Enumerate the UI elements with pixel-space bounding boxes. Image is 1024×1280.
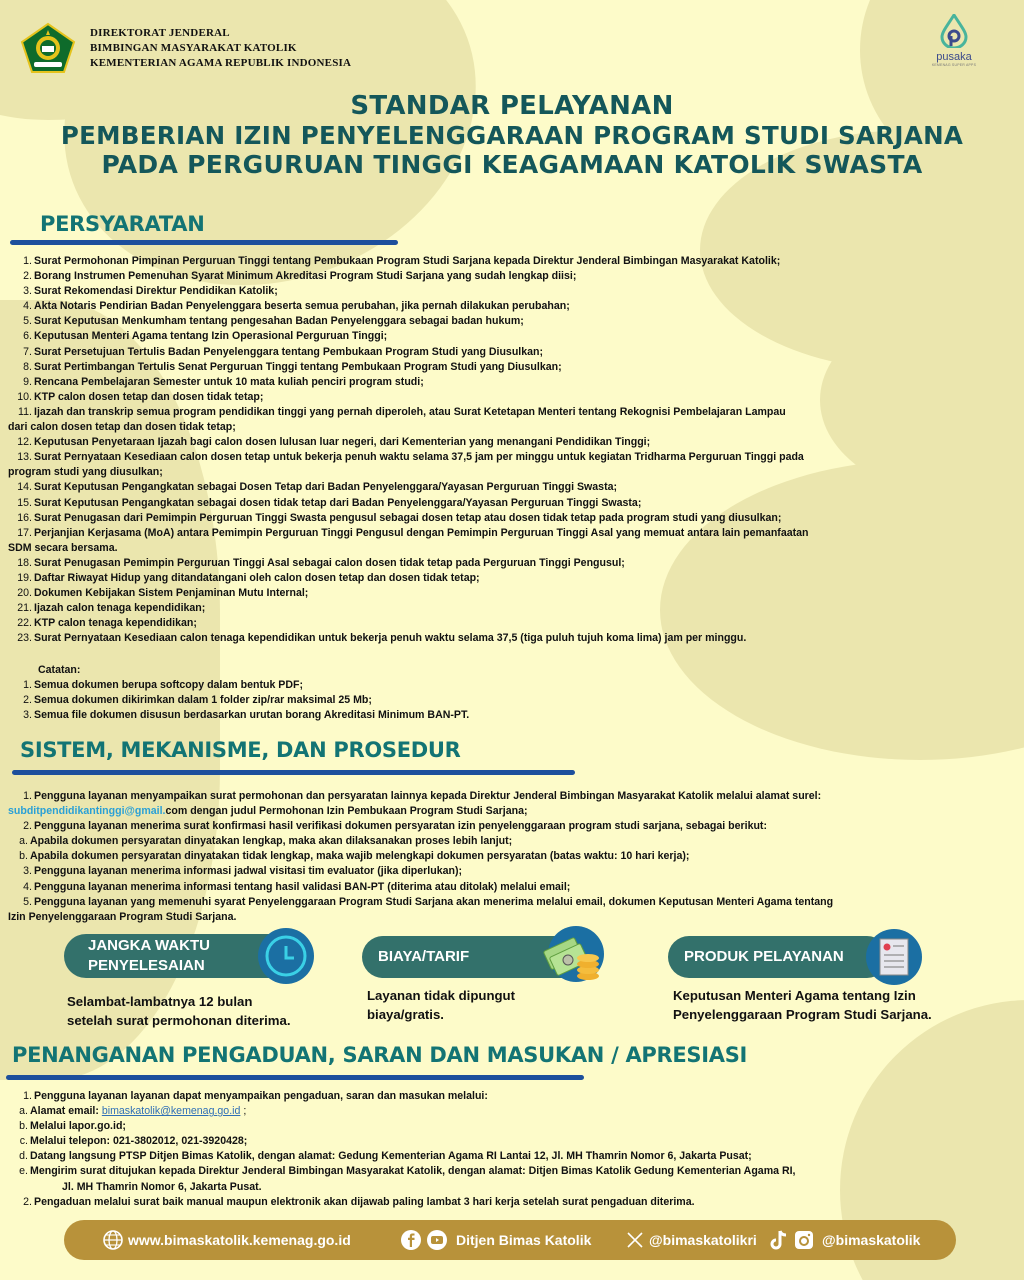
item-text: Melalui lapor.go.id; bbox=[30, 1120, 126, 1133]
pusaka-logo bbox=[924, 14, 984, 67]
procedure-item bbox=[8, 864, 1008, 879]
requirement-item-cont bbox=[8, 465, 1008, 480]
pusaka-tagline: KEMENAG SUPER APPS bbox=[931, 63, 977, 67]
item-text: Ijazah calon tenaga kependidikan; bbox=[34, 602, 206, 615]
item-text: Melalui telepon: 021-3802012, 021-3920428; bbox=[30, 1135, 248, 1148]
procedure-item-cont bbox=[8, 910, 1008, 925]
note-item bbox=[8, 708, 908, 723]
item-number: 7. bbox=[23, 345, 32, 358]
item-number: 12. bbox=[17, 436, 32, 449]
item-text: program studi yang diusulkan; bbox=[8, 466, 163, 479]
heading-underline bbox=[6, 1075, 584, 1080]
requirement-item bbox=[8, 284, 1008, 299]
notes-label: Catatan: bbox=[38, 664, 81, 676]
item-number: b. bbox=[19, 850, 28, 863]
section-heading-prosedur: SISTEM, MEKANISME, DAN PROSEDUR bbox=[20, 738, 461, 762]
item-text: Apabila dokumen persyaratan dinyatakan tidak lengkap, maka wajib melengkapi dokumen persyaratan (batas waktu: 10 hari kerja); bbox=[30, 850, 690, 863]
item-text: Semua dokumen berupa softcopy dalam bentuk PDF; bbox=[34, 679, 304, 691]
requirement-item bbox=[8, 601, 1008, 616]
procedure-subitem bbox=[8, 834, 1008, 849]
complaint-subitem bbox=[8, 1164, 1008, 1179]
item-text: Surat Keputusan Pengangkatan sebagai Dosen Tetap dari Badan Penyelenggara/Yayasan Perguruan Tinggi Swasta; bbox=[34, 481, 618, 494]
pusaka-name: pusaka bbox=[936, 51, 972, 63]
item-text: Pengguna layanan layanan dapat menyampaikan pengaduan, saran dan masukan melalui: bbox=[34, 1090, 488, 1102]
heading-underline bbox=[12, 770, 575, 775]
title-line: STANDAR PELAYANAN bbox=[350, 91, 674, 121]
item-number: 14. bbox=[17, 481, 32, 494]
box-title: JANGKA WAKTU bbox=[88, 937, 210, 954]
item-text: Jl. MH Thamrin Nomor 6, Jakarta Pusat. bbox=[62, 1180, 262, 1193]
procedure-subitem bbox=[8, 849, 1008, 864]
item-text: Surat Pernyataan Kesediaan calon dosen tetap untuk bekerja penuh waktu selama 37,5 jam per minggu untuk kegiatan Tridharma Perguruan Tinggi pada bbox=[34, 451, 804, 464]
fee-pill: BIAYA/TARIF bbox=[362, 936, 582, 978]
org-line: KEMENTERIAN AGAMA REPUBLIK INDONESIA bbox=[90, 56, 352, 69]
procedure-item bbox=[8, 880, 1008, 895]
item-text: SDM secara bersama. bbox=[8, 541, 118, 554]
item-text: Pengaduan melalui surat baik manual maupun elektronik akan dijawab paling lambat 3 hari kerja setelah surat pengaduan diterima. bbox=[34, 1195, 695, 1208]
item-number: 2. bbox=[23, 820, 32, 833]
item-text: Mengirim surat ditujukan kepada Direktur Jenderal Bimbingan Masyarakat Katolik, dengan alamat: Ditjen Bimas Katolik Gedung Kementerian Agama RI, bbox=[30, 1165, 796, 1178]
requirements-list bbox=[8, 254, 1008, 646]
item-number: 19. bbox=[17, 571, 32, 584]
requirement-item bbox=[8, 496, 1008, 511]
section-heading-persyaratan: PERSYARATAN bbox=[40, 212, 205, 236]
requirement-item bbox=[8, 511, 1008, 526]
item-number: 5. bbox=[23, 315, 32, 328]
org-line: BIMBINGAN MASYARAKAT KATOLIK bbox=[90, 41, 297, 54]
procedure-item bbox=[8, 895, 1008, 910]
item-number: 1. bbox=[23, 1090, 32, 1102]
item-number: 13. bbox=[17, 451, 32, 464]
item-number: 22. bbox=[17, 617, 32, 630]
complaint-subitem bbox=[8, 1104, 1008, 1119]
title-line: PEMBERIAN IZIN PENYELENGGARAAN PROGRAM STUDI SARJANA bbox=[60, 121, 964, 150]
procedure-item bbox=[8, 789, 1008, 804]
x-icon bbox=[625, 1230, 645, 1250]
product-text bbox=[673, 986, 932, 1024]
requirement-item bbox=[8, 616, 1008, 631]
item-text: Pengguna layanan menyampaikan surat permohonan dan persyaratan lainnya kepada Direktur Jenderal Bimbingan Masyarakat Katolik melalui alamat surel: bbox=[34, 790, 822, 802]
item-text: Dokumen Kebijakan Sistem Penjaminan Mutu Internal; bbox=[34, 587, 309, 600]
item-text: Surat Penugasan Pemimpin Perguruan Tinggi Asal sebagai calon dosen tidak tetap pada Perguruan Tinggi Pengusul; bbox=[34, 556, 625, 569]
website-text: www.bimaskatolik.kemenag.go.id bbox=[128, 1232, 351, 1248]
requirement-item-cont bbox=[8, 420, 1008, 435]
item-number: a. bbox=[19, 1105, 28, 1118]
complaint-subitem bbox=[8, 1149, 1008, 1164]
requirement-item bbox=[8, 571, 1008, 586]
item-text: Keputusan Menteri Agama tentang Izin Operasional Perguruan Tinggi; bbox=[34, 330, 388, 343]
item-text: Keputusan Penyetaraan Ijazah bagi calon dosen lulusan luar negeri, dari Kementerian yang menangani Pendidikan Tinggi; bbox=[34, 436, 651, 449]
requirement-item bbox=[8, 526, 1008, 541]
document-icon bbox=[866, 929, 922, 985]
facebook-youtube-text: Ditjen Bimas Katolik bbox=[456, 1232, 592, 1248]
complaint-subitem bbox=[8, 1119, 1008, 1134]
requirement-item bbox=[8, 390, 1008, 405]
facebook-icon bbox=[400, 1229, 422, 1251]
item-text: Semua file dokumen disusun berdasarkan urutan borang Akreditasi Minimum BAN-PT. bbox=[34, 709, 470, 722]
item-number: 18. bbox=[17, 556, 32, 569]
item-text: Surat Rekomendasi Direktur Pendidikan Katolik; bbox=[34, 285, 278, 298]
procedure-item-cont bbox=[8, 804, 1008, 819]
requirement-item bbox=[8, 480, 1008, 495]
requirement-item bbox=[8, 450, 1008, 465]
requirement-item bbox=[8, 299, 1008, 314]
item-text: Perjanjian Kerjasama (MoA) antara Pemimpin Perguruan Tinggi Pengusul dengan Pemimpin Perguruan Tinggi Asal yang memuat antara lain pemanfaatan bbox=[34, 526, 809, 539]
box-text-line: setelah surat permohonan diterima. bbox=[67, 1013, 291, 1028]
youtube-icon bbox=[426, 1229, 448, 1251]
requirement-item bbox=[8, 360, 1008, 375]
item-number: 17. bbox=[17, 526, 32, 539]
item-text: Surat Keputusan Menkumham tentang pengesahan Badan Penyelenggara sebagai badan hukum; bbox=[34, 315, 524, 328]
box-text-line: Layanan tidak dipungut bbox=[367, 988, 515, 1003]
item-text: Rencana Pembelajaran Semester untuk 10 mata kuliah penciri program studi; bbox=[34, 375, 424, 388]
item-text: Datang langsung PTSP Ditjen Bimas Katolik, dengan alamat: Gedung Kementerian Agama RI Lantai 12, Jl. MH Thamrin Nomor 6, Jakarta Pusat; bbox=[30, 1150, 752, 1163]
globe-icon bbox=[102, 1229, 124, 1251]
complaint-list bbox=[8, 1089, 1008, 1210]
item-text: Borang Instrumen Pemenuhan Syarat Minimum Akreditasi Program Studi Sarjana yang sudah lengkap diisi; bbox=[34, 270, 577, 283]
requirement-item bbox=[8, 375, 1008, 390]
item-number: e. bbox=[19, 1165, 28, 1178]
item-number: 21. bbox=[17, 602, 32, 615]
header bbox=[20, 22, 351, 74]
org-line: DIREKTORAT JENDERAL bbox=[90, 26, 230, 39]
item-number: 23. bbox=[17, 632, 32, 645]
item-number: 9. bbox=[23, 375, 32, 388]
footer-x[interactable] bbox=[625, 1220, 757, 1260]
box-text-line: Penyelenggaraan Program Studi Sarjana. bbox=[673, 1007, 932, 1022]
item-text: Pengguna layanan yang memenuhi syarat Penyelenggaraan Program Studi Sarjana akan menerima melalui email, dokumen Keputusan Menteri Agama tentang bbox=[34, 895, 834, 908]
requirement-item bbox=[8, 631, 1008, 646]
box-text-line: biaya/gratis. bbox=[367, 1007, 444, 1022]
requirement-item bbox=[8, 314, 1008, 329]
title-line: PADA PERGURUAN TINGGI KEAGAMAAN KATOLIK SWASTA bbox=[101, 150, 923, 179]
item-text: KTP calon tenaga kependidikan; bbox=[34, 617, 197, 630]
item-number: a. bbox=[19, 835, 28, 848]
item-number: 1. bbox=[23, 679, 32, 691]
item-number: 2. bbox=[23, 1195, 32, 1208]
requirement-item bbox=[8, 345, 1008, 360]
complaint-item bbox=[8, 1089, 1008, 1104]
item-number: 3. bbox=[23, 285, 32, 298]
note-item bbox=[8, 678, 908, 693]
tiktok-instagram-text: @bimaskatolik bbox=[822, 1232, 921, 1248]
complaint-subitem-cont bbox=[8, 1180, 1008, 1195]
kemenag-logo-icon bbox=[20, 22, 76, 74]
org-name bbox=[90, 26, 351, 71]
item-number: 4. bbox=[23, 300, 32, 313]
requirement-item bbox=[8, 435, 1008, 450]
item-text: Pengguna layanan menerima informasi jadwal visitasi tim evaluator (jika diperlukan); bbox=[34, 865, 463, 878]
item-text: Daftar Riwayat Hidup yang ditandatangani oleh calon dosen tetap dan dosen tidak tetap; bbox=[34, 571, 480, 584]
item-number: 1. bbox=[23, 790, 32, 802]
box-title: PENYELESAIAN bbox=[88, 957, 205, 974]
item-number: 4. bbox=[23, 880, 32, 893]
requirement-item bbox=[8, 254, 1008, 269]
item-text: KTP calon dosen tetap dan dosen tidak tetap; bbox=[34, 390, 264, 403]
item-number: 2. bbox=[23, 694, 32, 707]
fee-text bbox=[367, 986, 515, 1024]
email-link[interactable]: bimaskatolik@kemenag.go.id bbox=[101, 1105, 241, 1118]
pusaka-drop-icon bbox=[939, 14, 969, 48]
item-number: 3. bbox=[23, 865, 32, 878]
box-text-line: Keputusan Menteri Agama tentang Izin bbox=[673, 988, 916, 1003]
item-text: Izin Penyelenggaraan Program Studi Sarjana. bbox=[8, 910, 237, 923]
item-text: Pengguna layanan menerima informasi tentang hasil validasi BAN-PT (diterima atau ditolak) melalui email; bbox=[34, 880, 571, 893]
item-number: 8. bbox=[23, 360, 32, 373]
item-text: Pengguna layanan menerima surat konfirmasi hasil verifikasi dokumen persyaratan izin penyelenggaraan program studi sarjana, sebagai berikut: bbox=[34, 820, 767, 833]
item-number: 3. bbox=[23, 709, 32, 722]
section-heading-pengaduan: PENANGANAN PENGADUAN, SARAN DAN MASUKAN / APRESIASI bbox=[12, 1043, 748, 1067]
item-text: Semua dokumen dikirimkan dalam 1 folder zip/rar maksimal 25 Mb; bbox=[34, 694, 372, 707]
item-number: 1. bbox=[23, 255, 32, 267]
item-number: d. bbox=[19, 1150, 28, 1163]
complaint-item bbox=[8, 1195, 1008, 1210]
email-link[interactable]: subditpendidikantinggi@gmail. bbox=[8, 805, 166, 818]
product-pill: PRODUK PELAYANAN bbox=[668, 936, 888, 978]
requirement-item bbox=[8, 405, 1008, 420]
clock-icon bbox=[258, 928, 314, 984]
notes-list bbox=[8, 678, 908, 723]
tiktok-icon bbox=[770, 1229, 790, 1251]
duration-text bbox=[67, 992, 291, 1030]
footer-facebook-youtube[interactable] bbox=[400, 1220, 591, 1260]
footer-bar bbox=[64, 1220, 956, 1260]
item-text: Surat Penugasan dari Pemimpin Perguruan Tinggi Swasta pengusul sebagai dosen tetap atau dosen tidak tetap pada program studi yang diusulkan; bbox=[34, 511, 782, 524]
instagram-icon bbox=[794, 1230, 814, 1250]
x-text: @bimaskatolikri bbox=[649, 1232, 757, 1248]
item-number: 16. bbox=[17, 511, 32, 524]
item-number: b. bbox=[19, 1120, 28, 1133]
requirement-item bbox=[8, 556, 1008, 571]
procedure-list bbox=[8, 789, 1008, 925]
item-text: Ijazah dan transkrip semua program pendidikan tinggi yang pernah diperoleh, atau Surat Ketetapan Menteri tentang Rekognisi Pembelajaran Lampau bbox=[34, 405, 786, 418]
item-number: 5. bbox=[23, 895, 32, 908]
item-text: Surat Permohonan Pimpinan Perguruan Tinggi tentang Pembukaan Program Studi Sarjana kepada Direktur Jenderal Bimbingan Masyarakat Katolik; bbox=[34, 255, 781, 267]
footer-tiktok-instagram[interactable] bbox=[770, 1220, 920, 1260]
requirement-item bbox=[8, 329, 1008, 344]
item-text: Surat Persetujuan Tertulis Badan Penyelenggara tentang Pembukaan Program Studi yang Diusulkan; bbox=[34, 345, 544, 358]
item-text: Surat Pernyataan Kesediaan calon tenaga kependidikan untuk bekerja penuh waktu selama 37,5 (tiga puluh tujuh koma lima) jam per minggu. bbox=[34, 632, 747, 645]
requirement-item-cont bbox=[8, 541, 1008, 556]
item-text: Surat Keputusan Pengangkatan sebagai dosen tidak tetap dari Badan Penyelenggara/Yayasan Perguruan Tinggi Swasta; bbox=[34, 496, 642, 509]
item-text: Surat Pertimbangan Tertulis Senat Perguruan Tinggi tentang Pembukaan Program Studi yang Diusulkan; bbox=[34, 360, 562, 373]
item-text: ; bbox=[240, 1105, 247, 1118]
page-title bbox=[0, 92, 1024, 179]
note-item bbox=[8, 693, 908, 708]
footer-website[interactable] bbox=[102, 1220, 351, 1260]
item-text: Apabila dokumen persyaratan dinyatakan lengkap, maka akan dilaksanakan proses lebih lanjut; bbox=[30, 835, 513, 848]
item-number: 6. bbox=[23, 330, 32, 343]
item-text: Akta Notaris Pendirian Badan Penyelenggara beserta semua perubahan, jika pernah dilakukan perubahan; bbox=[34, 300, 570, 313]
item-number: 11. bbox=[18, 405, 32, 418]
money-icon bbox=[548, 926, 604, 982]
item-number: c. bbox=[19, 1135, 28, 1148]
item-number: 15. bbox=[17, 496, 32, 509]
box-text-line: Selambat-lambatnya 12 bulan bbox=[67, 994, 253, 1009]
item-number: 20. bbox=[17, 587, 32, 600]
requirement-item bbox=[8, 586, 1008, 601]
item-number: 10. bbox=[17, 390, 32, 403]
procedure-item bbox=[8, 819, 1008, 834]
heading-underline bbox=[10, 240, 398, 245]
item-text: com dengan judul Permohonan Izin Pembukaan Program Studi Sarjana; bbox=[165, 805, 528, 818]
item-number: 2. bbox=[23, 270, 32, 283]
complaint-subitem bbox=[8, 1134, 1008, 1149]
item-text: dari calon dosen tetap dan dosen tidak tetap; bbox=[8, 421, 236, 434]
item-text: Alamat email: bbox=[30, 1105, 102, 1118]
requirement-item bbox=[8, 269, 1008, 284]
